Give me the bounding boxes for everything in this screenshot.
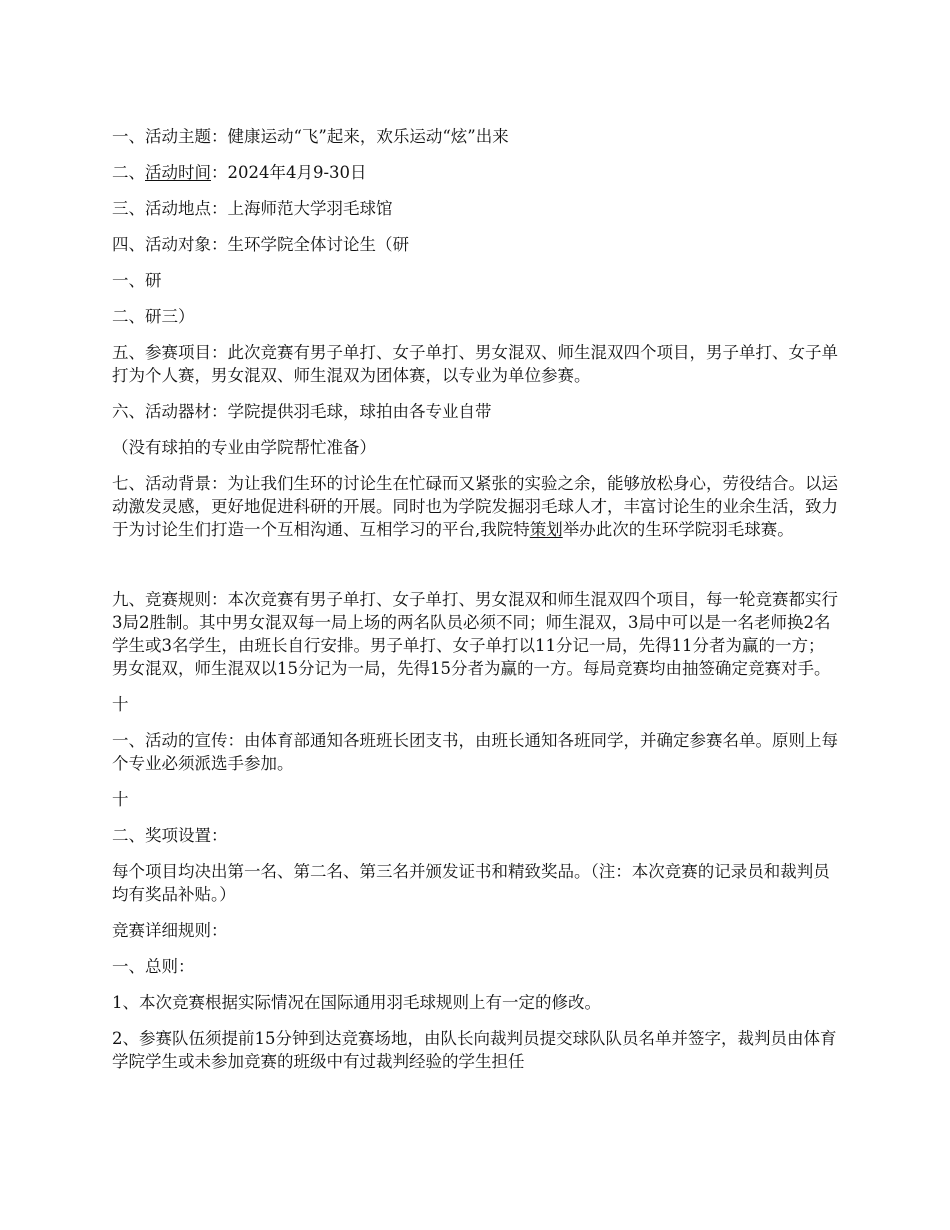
background-text-end: 举办此次的生环学院羽毛球赛。	[562, 520, 794, 539]
activity-equipment: 六、活动器材：学院提供羽毛球，球拍由各专业自带	[112, 402, 492, 421]
activity-promotion: 一、活动的宣传：由体育部通知各班班长团支书，由班长通知各班同学，并确定参赛名单。原则上每个专业必须派选手参加。	[112, 731, 838, 773]
general-rules-heading: 一、总则：	[112, 957, 195, 976]
section-gap	[112, 554, 840, 588]
competition-items: 五、参赛项目：此次竞赛有男子单打、女子单打、男女混双、师生混双四个项目，男子单打、女子单打为个人赛，男女混双、师生混双为团体赛，以专业为单位参赛。	[112, 343, 838, 385]
activity-target: 四、活动对象：生环学院全体讨论生（研	[112, 235, 409, 254]
activity-location: 三、活动地点：上海师范大学羽毛球馆	[112, 199, 393, 218]
section-ten-marker: 十	[112, 695, 129, 714]
awards-description: 每个项目均决出第一名、第二名、第三名并颁发证书和精致奖品。（注：本次竞赛的记录员和裁判员均有奖品补贴。）	[112, 862, 830, 904]
target-line-2: 一、研	[112, 271, 162, 290]
target-line-3: 二、研三）	[112, 307, 195, 326]
activity-time-prefix: 二、	[112, 163, 145, 182]
detailed-rules-heading: 竞赛详细规则：	[112, 921, 228, 940]
activity-theme: 一、活动主题：健康运动“飞”起来，欢乐运动“炫”出来	[112, 127, 509, 146]
awards-heading: 二、奖项设置：	[112, 826, 228, 845]
rule-1: 1、本次竞赛根据实际情况在国际通用羽毛球规则上有一定的修改。	[112, 993, 601, 1012]
activity-time	[112, 161, 840, 184]
section-ten-marker-2: 十	[112, 790, 129, 809]
equipment-note: （没有球拍的专业由学院帮忙准备）	[112, 438, 376, 457]
background-text: 七、活动背景：为让我们生环的讨论生在忙碌而又紧张的实验之余，能够放松身心，劳役结合。以运动激发灵感，更好地促进科研的开展。同时也为学院发掘羽毛球人才，丰富讨论生的业余生活，致力于为讨论生们打造一个互相沟通、互相学习的平台,我院特	[112, 474, 838, 539]
document-body	[112, 125, 840, 1086]
rule-2: 2、参赛队伍须提前15分钟到达竞赛场地，由队长向裁判员提交球队队员名单并签字，裁判员由体育学院学生或未参加竞赛的班级中有过裁判经验的学生担任	[112, 1029, 837, 1071]
activity-time-label: 活动时间	[145, 163, 211, 182]
activity-background	[112, 472, 840, 541]
background-underlined-word: 策划	[529, 520, 563, 539]
competition-rules: 九、竞赛规则：本次竞赛有男子单打、女子单打、男女混双和师生混双四个项目，每一轮竞赛都实行3局2胜制。其中男女混双每一局上场的两名队员必须不同；师生混双，3局中可以是一名老师换2名学生或3名学生，由班长自行安排。男子单打、女子单打以11分记一局，先得11分者为赢的一方；男女混双，师生混双以15分记为一局，先得15分者为赢的一方。每局竞赛均由抽签确定竞赛对手。	[112, 590, 838, 678]
activity-time-value: ：2024年4月9-30日	[211, 163, 367, 182]
